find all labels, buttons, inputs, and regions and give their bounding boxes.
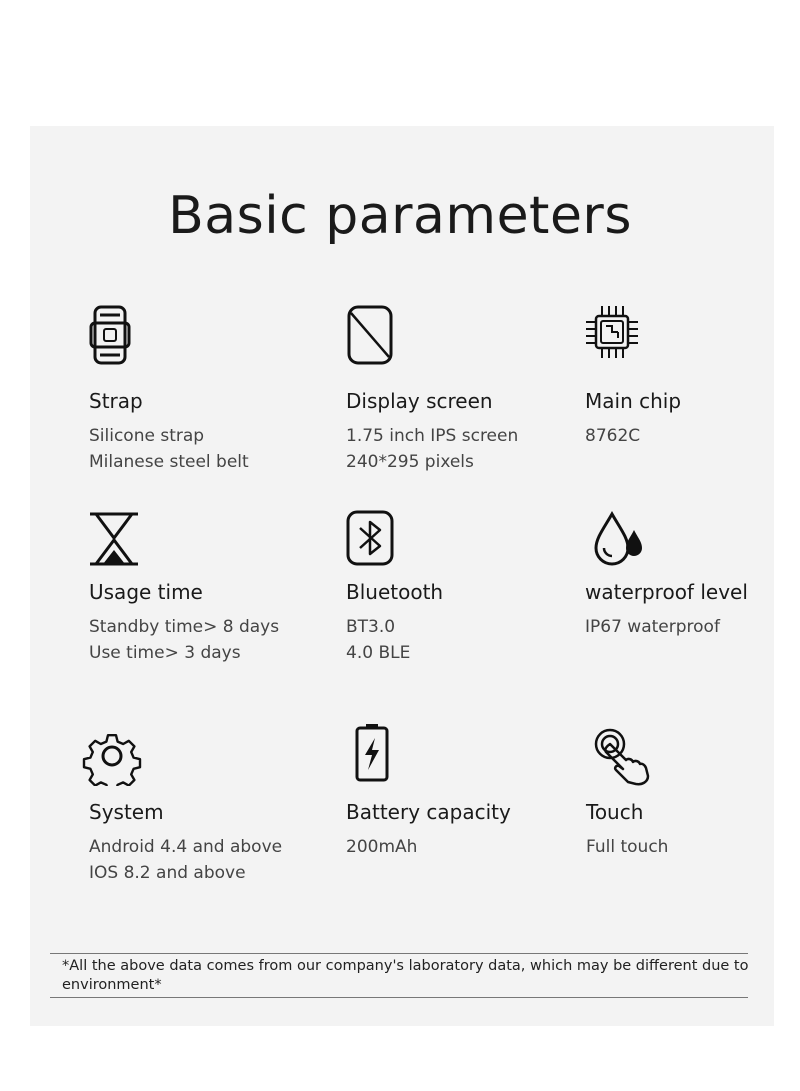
param-name-strap: Strap	[89, 389, 143, 413]
hourglass-icon	[84, 510, 144, 570]
param-line: IOS 8.2 and above	[89, 863, 246, 883]
param-line: 200mAh	[346, 837, 418, 857]
bluetooth-icon	[342, 508, 402, 568]
param-line: Standby time> 8 days	[89, 617, 280, 637]
param-name-battery: Battery capacity	[346, 800, 511, 824]
content-panel	[30, 126, 774, 1026]
strap-icon	[82, 305, 142, 365]
param-name-bluetooth: Bluetooth	[346, 580, 444, 604]
footnote-bottom-rule	[50, 997, 748, 998]
param-line: 1.75 inch IPS screen	[346, 426, 519, 446]
param-name-system: System	[89, 800, 164, 824]
param-line: 8762C	[585, 426, 641, 446]
param-name-display: Display screen	[346, 389, 493, 413]
param-line: Silicone strap	[89, 426, 205, 446]
chip-icon	[582, 302, 642, 362]
footnote-top-rule	[50, 953, 748, 954]
param-line: 4.0 BLE	[346, 643, 411, 663]
param-line: Full touch	[586, 837, 669, 857]
param-line: 240*295 pixels	[346, 452, 474, 472]
param-name-chip: Main chip	[585, 389, 682, 413]
param-line: Use time> 3 days	[89, 643, 241, 663]
param-line: Android 4.4 and above	[89, 837, 283, 857]
param-name-waterproof: waterproof level	[585, 580, 748, 604]
footnote: *All the above data comes from our company's laboratory data, which may be different due to environment*	[62, 958, 749, 993]
gear-icon	[82, 726, 142, 786]
page-title: Basic parameters	[168, 186, 632, 246]
param-line: Milanese steel belt	[89, 452, 249, 472]
param-line: IP67 waterproof	[585, 617, 720, 637]
param-name-usage: Usage time	[89, 580, 203, 604]
touch-hand-icon	[592, 726, 652, 786]
param-name-touch: Touch	[586, 800, 644, 824]
watch-screen-icon	[340, 305, 400, 365]
battery-icon	[342, 722, 402, 782]
water-drops-icon	[588, 508, 648, 568]
param-line: BT3.0	[346, 617, 396, 637]
